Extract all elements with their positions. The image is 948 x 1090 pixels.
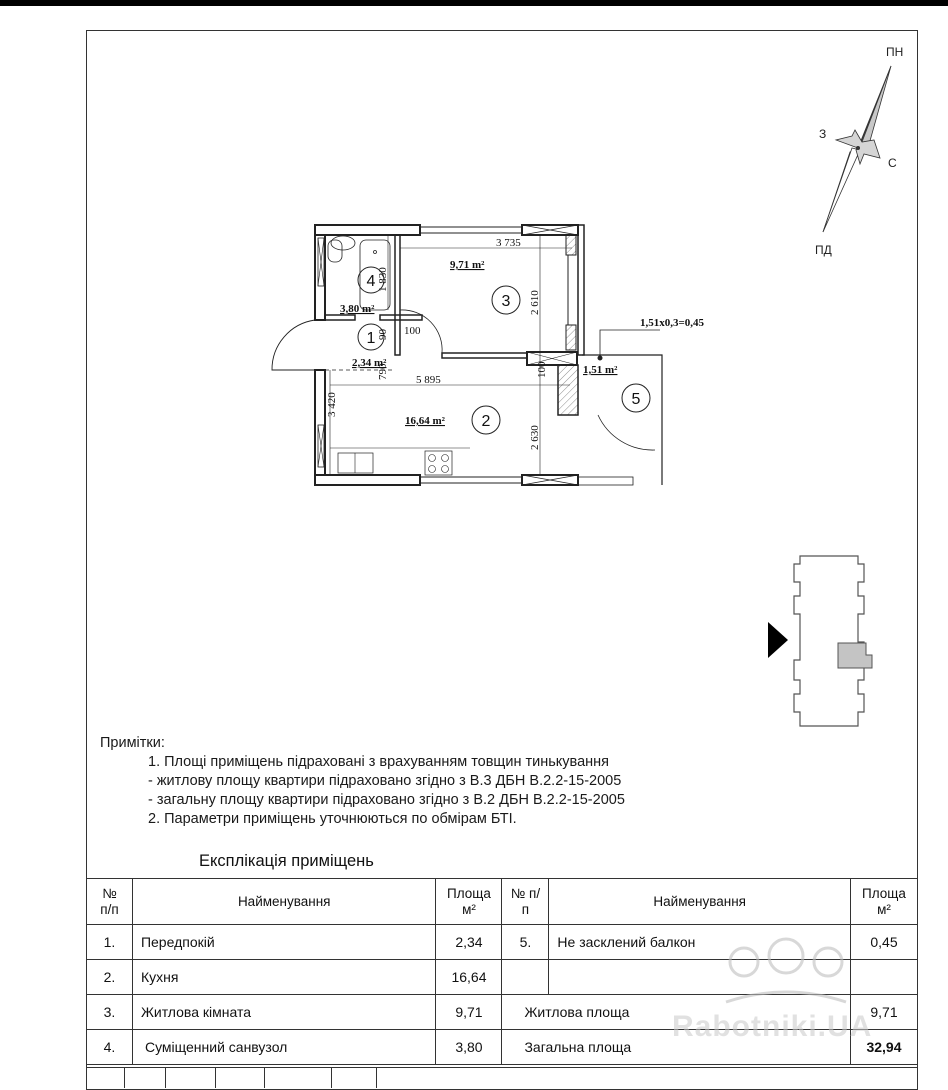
entrance-arrow-icon (768, 622, 788, 658)
title-block-strip (86, 1067, 918, 1088)
room-1-number: 1 (366, 330, 376, 347)
strip-divider (331, 1068, 332, 1088)
row-num: 3. (87, 995, 133, 1030)
kitchen-sink (338, 453, 373, 473)
entrance-door (272, 320, 315, 370)
row-name: Кухня (132, 960, 436, 995)
row-num: 1. (87, 925, 133, 960)
header-name: Найменування (549, 879, 851, 925)
strip-divider (165, 1068, 166, 1088)
floor-plan (270, 210, 705, 500)
building-outline (794, 556, 864, 726)
note-line: - житлову площу квартири підраховано згідно з В.3 ДБН В.2.2-15-2005 (148, 773, 622, 789)
dim-left-depth: 3 420 (326, 392, 338, 417)
room-2-number: 2 (481, 413, 491, 430)
balcony-door (598, 415, 655, 450)
note-line: 2. Параметри приміщень уточнюються по обмірам БТІ. (148, 811, 517, 827)
wall-bottom-left (315, 475, 420, 485)
dim-room3-width: 3 735 (496, 237, 521, 249)
note-line: 1. Площі приміщень підраховані з врахуванням товщин тинькування (148, 754, 610, 770)
window-bottom (420, 477, 522, 483)
living-area-value: 9,71 (850, 995, 917, 1030)
room-5-number: 5 (631, 391, 641, 408)
room-4-area: 3,80 m² (340, 303, 375, 315)
row-name: Житлова кімната (132, 995, 436, 1030)
row-name: Не засклений балкон (549, 925, 851, 960)
dim-room3-depth: 2 610 (529, 290, 541, 315)
dim-bath-length: 1 830 (377, 267, 389, 292)
strip-divider (215, 1068, 216, 1088)
kitchen-stove (425, 451, 452, 475)
compass-west-label: З (819, 127, 827, 141)
header-num: № п/п (87, 879, 133, 925)
header-area: Площа м² (436, 879, 502, 925)
room-3-area: 9,71 m² (450, 259, 485, 271)
building-key-plan (760, 550, 890, 730)
strip-divider (264, 1068, 265, 1088)
room-5-area: 1,51 m² (583, 364, 618, 376)
room-3-number: 3 (501, 293, 511, 310)
row-area: 0,45 (850, 925, 917, 960)
empty-cell (850, 960, 917, 995)
notes-section (100, 734, 625, 829)
row-name: Суміщенний санвузол (132, 1030, 436, 1065)
note-line: - загальну площу квартири підраховано згідно з В.2 ДБН В.2.2-15-2005 (148, 792, 625, 808)
compass-south-label: ПД (815, 243, 832, 257)
balcony-calc: 1,51x0,3=0,45 (640, 317, 705, 329)
sink (331, 236, 355, 250)
notes-title: Примітки: (100, 735, 165, 751)
window-top (420, 227, 522, 233)
strip-divider (376, 1068, 377, 1088)
row-num: 5. (502, 925, 549, 960)
total-area-value: 32,94 (850, 1030, 917, 1065)
dim-total-width: 5 895 (416, 374, 441, 386)
row-name: Передпокій (132, 925, 436, 960)
total-area-label: Загальна площа (502, 1030, 851, 1065)
row-area: 3,80 (436, 1030, 502, 1065)
apartment-highlight (838, 643, 872, 668)
watermark-text: Rabotniki.UA (672, 1010, 873, 1043)
table-header-row (87, 879, 918, 925)
wall-top-left (315, 225, 420, 235)
dim-wall-100a: 100 (404, 325, 421, 337)
header-name: Найменування (132, 879, 436, 925)
top-bar (0, 0, 948, 6)
header-area: Площа м² (850, 879, 917, 925)
explication-title: Експлікація приміщень (199, 852, 374, 870)
row-area: 16,64 (436, 960, 502, 995)
dim-90: 90 (377, 329, 389, 340)
row-area: 2,34 (436, 925, 502, 960)
living-area-label: Житлова площа (502, 995, 851, 1030)
row-num: 2. (87, 960, 133, 995)
header-num: № п/п (502, 879, 549, 925)
dim-wall-100b: 100 (536, 361, 548, 378)
empty-cell (502, 960, 549, 995)
toilet (328, 240, 342, 262)
compass-north-label: ПН (886, 45, 904, 59)
strip-divider (124, 1068, 125, 1088)
room-1-area: 2,34 m² (352, 357, 387, 369)
room-2-area: 16,64 m² (405, 415, 445, 427)
compass-east-label: С (888, 156, 897, 170)
compass-rose (800, 30, 930, 260)
dim-790: 790 (377, 363, 389, 380)
dim-room2-depth: 2 630 (529, 425, 541, 450)
room-4-number: 4 (366, 273, 376, 290)
watermark-logo-icon (716, 932, 856, 1012)
row-num: 4. (87, 1030, 133, 1065)
row-area: 9,71 (436, 995, 502, 1030)
